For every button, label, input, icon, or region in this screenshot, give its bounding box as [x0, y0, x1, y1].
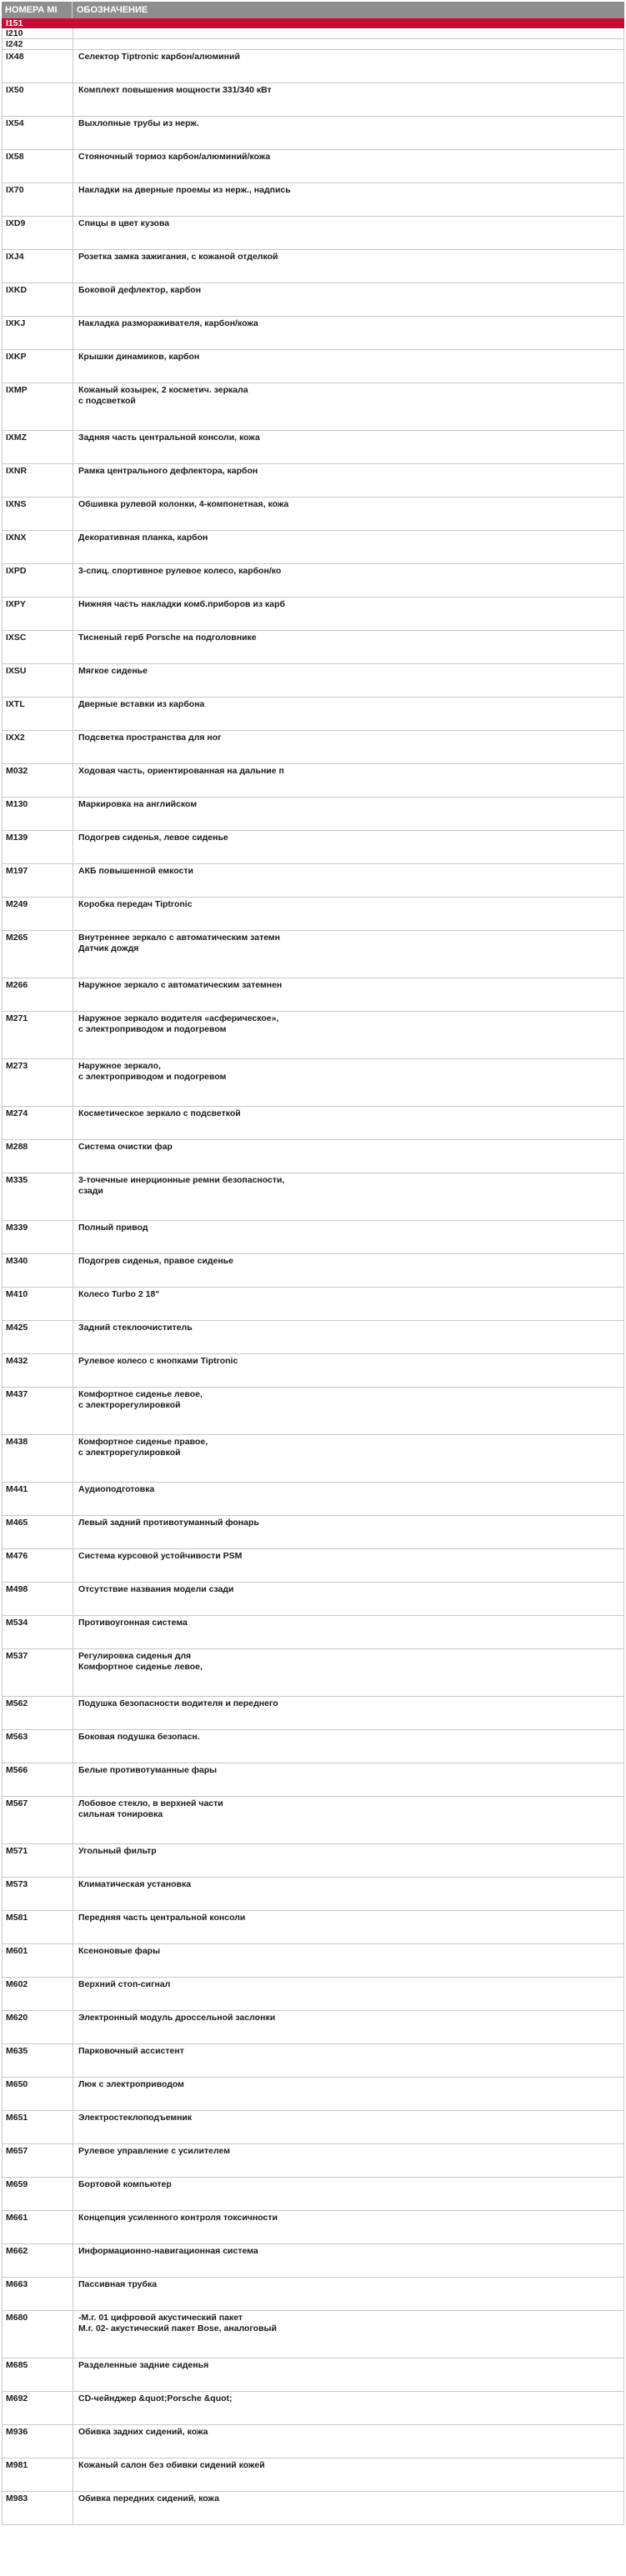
option-code: M601	[3, 1944, 73, 1978]
option-code: M339	[3, 1221, 73, 1254]
option-code: M249	[3, 898, 73, 931]
option-code: M657	[3, 2144, 73, 2178]
option-description: Белые противотуманные фары	[73, 1763, 624, 1797]
option-code: IXPD	[3, 564, 73, 598]
table-row[interactable]	[3, 383, 624, 431]
option-description: Спицы в цвет кузова	[73, 217, 624, 250]
option-description: CD-чейнджер &quot;Porsche &quot;	[73, 2392, 624, 2425]
option-description: Накладка размораживателя, карбон/кожа	[73, 317, 624, 350]
table-row[interactable]	[3, 1288, 624, 1321]
option-description: Рулевое управление с усилителем	[73, 2144, 624, 2178]
option-code: M266	[3, 978, 73, 1012]
table-row[interactable]	[3, 1649, 624, 1697]
table-row[interactable]	[3, 1911, 624, 1944]
table-row[interactable]	[3, 2211, 624, 2244]
table-row[interactable]	[3, 183, 624, 217]
option-description: Верхний стоп-сигнал	[73, 1978, 624, 2011]
option-code: I151	[3, 19, 73, 28]
table-row[interactable]	[3, 2458, 624, 2492]
table-row[interactable]	[3, 2244, 624, 2278]
option-code: IXNS	[3, 498, 73, 531]
option-description: Система курсовой устойчивости PSM	[73, 1549, 624, 1583]
table-row[interactable]	[3, 731, 624, 764]
option-description: Концепция усиленного контроля токсичности	[73, 2211, 624, 2244]
option-code: M571	[3, 1844, 73, 1878]
option-code: M685	[3, 2358, 73, 2392]
table-row[interactable]	[3, 698, 624, 731]
option-code: M562	[3, 1697, 73, 1730]
table-row[interactable]	[3, 150, 624, 183]
table-row[interactable]	[3, 83, 624, 117]
table-row[interactable]	[3, 2425, 624, 2458]
option-code: M465	[3, 1516, 73, 1549]
option-description: Задний стеклоочиститель	[73, 1321, 624, 1354]
option-description: Отсутствие названия модели сзади	[73, 1583, 624, 1616]
table-row[interactable]	[3, 1221, 624, 1254]
table-row[interactable]	[3, 317, 624, 350]
option-code: M139	[3, 831, 73, 864]
option-description: Обшивка рулевой колонки, 4-компонетная, кожа	[73, 498, 624, 531]
table-row[interactable]	[3, 2011, 624, 2044]
table-header	[2, 2, 624, 18]
options-table	[2, 18, 624, 2525]
option-code: M032	[3, 764, 73, 798]
table-row[interactable]	[3, 117, 624, 150]
table-row[interactable]	[3, 1107, 624, 1140]
table-row[interactable]	[3, 250, 624, 283]
option-description: Комфортное сиденье левое, с электрорегулировкой	[73, 1388, 624, 1435]
option-description: Подогрев сиденья, левое сиденье	[73, 831, 624, 864]
option-code: M635	[3, 2044, 73, 2078]
option-code: IXTL	[3, 698, 73, 731]
table-row[interactable]	[3, 1797, 624, 1844]
option-code: M650	[3, 2078, 73, 2111]
table-row[interactable]	[3, 1173, 624, 1221]
option-code: IX70	[3, 183, 73, 217]
option-description: Дверные вставки из карбона	[73, 698, 624, 731]
option-description: Климатическая установка	[73, 1878, 624, 1911]
option-code: M651	[3, 2111, 73, 2144]
option-description: Аудиоподготовка	[73, 1483, 624, 1516]
option-description: Колесо Turbo 2 18"	[73, 1288, 624, 1321]
table-row[interactable]	[3, 764, 624, 798]
option-code: M425	[3, 1321, 73, 1354]
table-row[interactable]	[3, 2492, 624, 2525]
option-code: IXMZ	[3, 431, 73, 464]
table-row[interactable]	[3, 2311, 624, 2358]
table-row[interactable]	[3, 898, 624, 931]
table-row[interactable]	[3, 1978, 624, 2011]
table-row[interactable]	[3, 350, 624, 383]
table-row[interactable]	[3, 1435, 624, 1483]
option-description: Наружное зеркало, с электроприводом и подогревом	[73, 1059, 624, 1107]
table-row[interactable]	[3, 1354, 624, 1388]
option-code: IXNX	[3, 531, 73, 564]
option-code: IXMP	[3, 383, 73, 431]
table-row[interactable]	[3, 39, 624, 50]
option-code: M410	[3, 1288, 73, 1321]
table-row[interactable]	[3, 2278, 624, 2311]
option-description: Стояночный тормоз карбон/алюминий/кожа	[73, 150, 624, 183]
table-row[interactable]	[3, 431, 624, 464]
option-description: Люк с электроприводом	[73, 2078, 624, 2111]
option-code: M537	[3, 1649, 73, 1697]
option-code: IX50	[3, 83, 73, 117]
option-description: Обивка задних сидений, кожа	[73, 2425, 624, 2458]
table-row[interactable]	[3, 2111, 624, 2144]
option-code: M335	[3, 1173, 73, 1221]
table-row[interactable]	[3, 831, 624, 864]
table-row[interactable]	[3, 931, 624, 978]
option-description: Система очистки фар	[73, 1140, 624, 1173]
option-code: M271	[3, 1012, 73, 1059]
option-code: M265	[3, 931, 73, 978]
table-row[interactable]	[3, 1844, 624, 1878]
option-description: АКБ повышенной емкости	[73, 864, 624, 898]
option-description: Регулировка сиденья для Комфортное сиденье левое,	[73, 1649, 624, 1697]
table-row[interactable]	[3, 1012, 624, 1059]
option-description: Информационно-навигационная система	[73, 2244, 624, 2278]
table-row[interactable]	[3, 2078, 624, 2111]
option-description: Левый задний противотуманный фонарь	[73, 1516, 624, 1549]
option-description: Комплект повышения мощности 331/340 кВт	[73, 83, 624, 117]
option-description: Боковая подушка безопасн.	[73, 1730, 624, 1763]
option-description: Маркировка на английском	[73, 798, 624, 831]
option-code: M273	[3, 1059, 73, 1107]
option-description: Пассивная трубка	[73, 2278, 624, 2311]
table-row[interactable]	[3, 464, 624, 498]
option-description: Боковой дефлектор, карбон	[73, 283, 624, 317]
option-description: Передняя часть центральной консоли	[73, 1911, 624, 1944]
option-code: M437	[3, 1388, 73, 1435]
option-code: M566	[3, 1763, 73, 1797]
table-row[interactable]	[3, 631, 624, 664]
option-description: Бортовой компьютер	[73, 2178, 624, 2211]
table-row[interactable]	[3, 28, 624, 39]
option-description: Розетка замка зажигания, с кожаной отделкой	[73, 250, 624, 283]
option-description: Крышки динамиков, карбон	[73, 350, 624, 383]
option-code: M288	[3, 1140, 73, 1173]
option-code: IXNR	[3, 464, 73, 498]
option-code: M438	[3, 1435, 73, 1483]
option-code: M680	[3, 2311, 73, 2358]
table-row[interactable]	[3, 798, 624, 831]
table-row[interactable]	[3, 1059, 624, 1107]
table-row[interactable]	[3, 864, 624, 898]
option-code: IX48	[3, 50, 73, 83]
option-code: M981	[3, 2458, 73, 2492]
option-description: Рулевое колесо с кнопками Tiptronic	[73, 1354, 624, 1388]
table-row[interactable]	[3, 1616, 624, 1649]
option-code: M620	[3, 2011, 73, 2044]
option-code: IXKJ	[3, 317, 73, 350]
option-code: M130	[3, 798, 73, 831]
option-code: IXKP	[3, 350, 73, 383]
option-description: Противоугонная система	[73, 1616, 624, 1649]
option-description: Подсветка пространства для ног	[73, 731, 624, 764]
table-row[interactable]	[3, 498, 624, 531]
option-code: M983	[3, 2492, 73, 2525]
table-row[interactable]	[3, 1483, 624, 1516]
table-row[interactable]	[3, 1254, 624, 1288]
option-description: Рамка центрального дефлектора, карбон	[73, 464, 624, 498]
option-description: Полный привод	[73, 1221, 624, 1254]
option-description: Косметическое зеркало с подсветкой	[73, 1107, 624, 1140]
table-row[interactable]	[3, 1878, 624, 1911]
option-code: I242	[3, 39, 73, 50]
table-row[interactable]	[3, 664, 624, 698]
table-row[interactable]	[3, 1388, 624, 1435]
option-code: IXJ4	[3, 250, 73, 283]
option-code: M432	[3, 1354, 73, 1388]
option-description	[73, 19, 624, 28]
option-code: M581	[3, 1911, 73, 1944]
option-description: Тисненый герб Porsche на подголовнике	[73, 631, 624, 664]
option-description: Электростеклоподъемник	[73, 2111, 624, 2144]
table-row[interactable]	[3, 2178, 624, 2211]
table-row[interactable]	[3, 531, 624, 564]
option-code: M573	[3, 1878, 73, 1911]
option-description: Парковочный ассистент	[73, 2044, 624, 2078]
option-description: Коробка передач Tiptronic	[73, 898, 624, 931]
option-description: Лобовое стекло, в верхней части сильная тонировка	[73, 1797, 624, 1844]
option-description: Электронный модуль дроссельной заслонки	[73, 2011, 624, 2044]
option-description	[73, 28, 624, 39]
option-description: Подушка безопасности водителя и переднего	[73, 1697, 624, 1730]
option-description: Нижняя часть накладки комб.приборов из карб	[73, 598, 624, 631]
table-row[interactable]	[3, 978, 624, 1012]
option-description: Кожаный козырек, 2 косметич. зеркала с подсветкой	[73, 383, 624, 431]
option-description: Внутреннее зеркало с автоматическим затемн Датчик дождя	[73, 931, 624, 978]
option-description: Выхлопные трубы из нерж.	[73, 117, 624, 150]
option-code: IXSC	[3, 631, 73, 664]
option-description: Наружное зеркало водителя «асферическое», с электроприводом и подогревом	[73, 1012, 624, 1059]
option-description: Разделенные задние сиденья	[73, 2358, 624, 2392]
option-description: -M.г. 01 цифровой акустический пакет M.г. 02- акустический пакет Bose, аналоговый	[73, 2311, 624, 2358]
option-code: M340	[3, 1254, 73, 1288]
option-code: IX54	[3, 117, 73, 150]
option-description: Кожаный салон без обивки сидений кожей	[73, 2458, 624, 2492]
table-row[interactable]	[3, 1763, 624, 1797]
option-description: Декоративная планка, карбон	[73, 531, 624, 564]
option-code: M476	[3, 1549, 73, 1583]
table-row[interactable]	[3, 1140, 624, 1173]
option-code: IX58	[3, 150, 73, 183]
option-description: Подогрев сиденья, правое сиденье	[73, 1254, 624, 1288]
table-row[interactable]	[3, 1321, 624, 1354]
table-row[interactable]	[3, 283, 624, 317]
option-code: M663	[3, 2278, 73, 2311]
option-code: M498	[3, 1583, 73, 1616]
option-code: M662	[3, 2244, 73, 2278]
option-code: IXX2	[3, 731, 73, 764]
option-code: M274	[3, 1107, 73, 1140]
option-code: IXSU	[3, 664, 73, 698]
table-row[interactable]	[3, 1730, 624, 1763]
option-code: M441	[3, 1483, 73, 1516]
option-code: I210	[3, 28, 73, 39]
table-row[interactable]	[3, 2144, 624, 2178]
option-code: M692	[3, 2392, 73, 2425]
table-row[interactable]	[3, 1697, 624, 1730]
table-row[interactable]	[3, 1516, 624, 1549]
option-code: M534	[3, 1616, 73, 1649]
option-description: Угольный фильтр	[73, 1844, 624, 1878]
header-code: НОМЕРА MI	[2, 2, 73, 18]
option-description: Селектор Tiptronic карбон/алюминий	[73, 50, 624, 83]
option-code: M936	[3, 2425, 73, 2458]
option-code: IXPY	[3, 598, 73, 631]
option-code: M197	[3, 864, 73, 898]
option-description: Накладки на дверные проемы из нерж., надпись	[73, 183, 624, 217]
option-code: IXKD	[3, 283, 73, 317]
option-description	[73, 39, 624, 50]
table-row[interactable]	[3, 1549, 624, 1583]
option-description: Мягкое сиденье	[73, 664, 624, 698]
option-description: 3-спиц. спортивное рулевое колесо, карбон/ко	[73, 564, 624, 598]
table-row[interactable]	[3, 1944, 624, 1978]
table-row[interactable]	[3, 217, 624, 250]
option-description: Комфортное сиденье правое, с электрорегулировкой	[73, 1435, 624, 1483]
option-description: 3-точечные инерционные ремни безопасности, сзади	[73, 1173, 624, 1221]
option-description: Ходовая часть, ориентированная на дальние п	[73, 764, 624, 798]
table-row[interactable]	[3, 2358, 624, 2392]
option-code: M567	[3, 1797, 73, 1844]
table-row[interactable]	[3, 564, 624, 598]
header-description: ОБОЗНАЧЕНИЕ	[77, 5, 148, 15]
table-row[interactable]	[3, 2392, 624, 2425]
option-description: Задняя часть центральной консоли, кожа	[73, 431, 624, 464]
option-code: M659	[3, 2178, 73, 2211]
table-row[interactable]	[3, 50, 624, 83]
table-row[interactable]	[3, 2044, 624, 2078]
option-description: Ксеноновые фары	[73, 1944, 624, 1978]
option-code: IXD9	[3, 217, 73, 250]
option-code: M661	[3, 2211, 73, 2244]
option-code: M602	[3, 1978, 73, 2011]
table-row[interactable]	[3, 1583, 624, 1616]
option-description: Наружное зеркало с автоматическим затемнен	[73, 978, 624, 1012]
option-description: Обивка передних сидений, кожа	[73, 2492, 624, 2525]
table-row[interactable]	[3, 19, 624, 28]
table-row[interactable]	[3, 598, 624, 631]
option-code: M563	[3, 1730, 73, 1763]
